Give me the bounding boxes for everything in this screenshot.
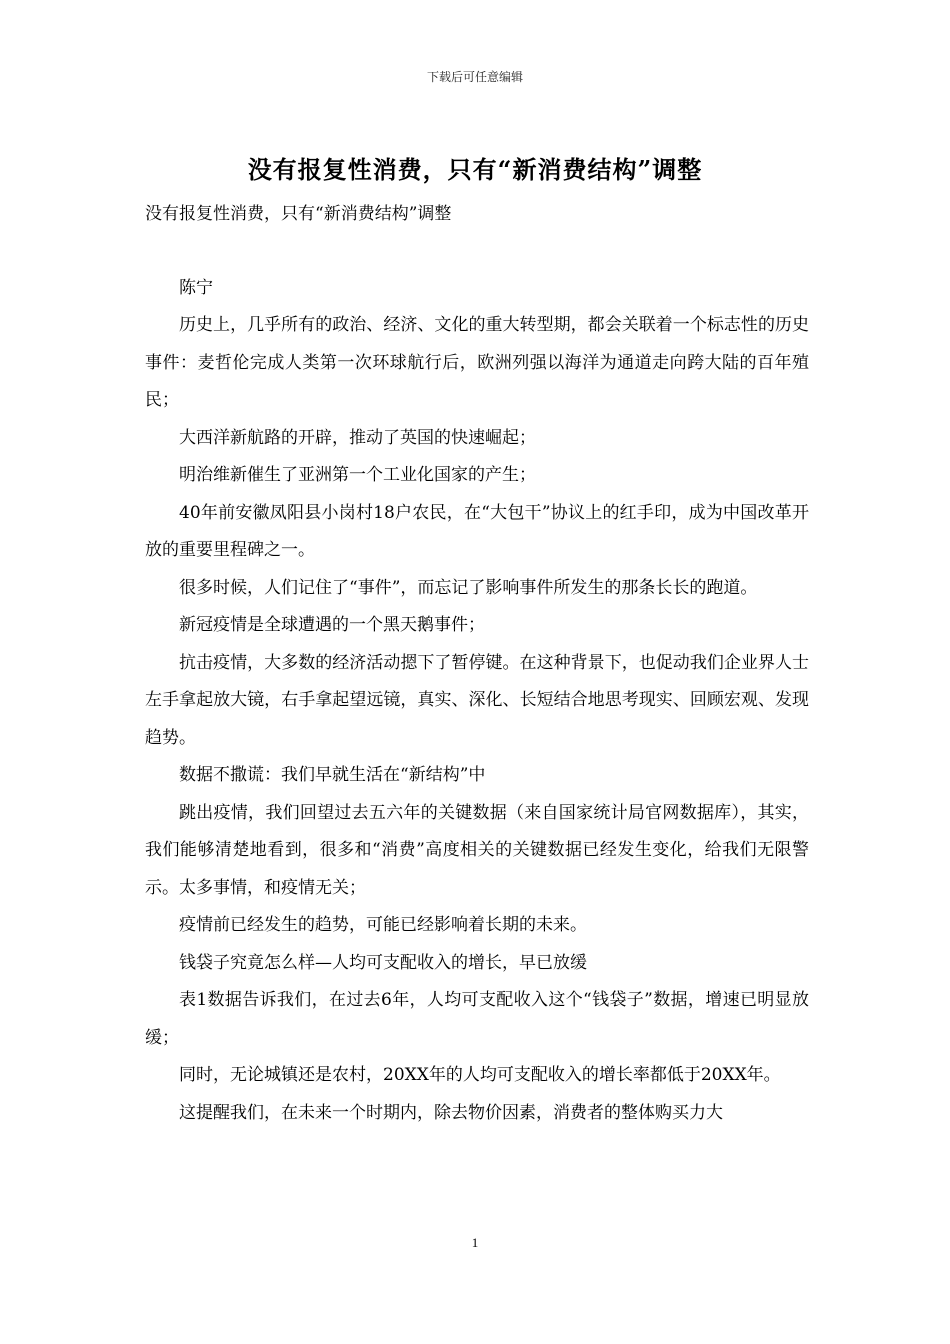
paragraph: 新冠疫情是全球遭遇的一个黑天鹅事件； [179,615,485,635]
paragraph: 跳出疫情，我们回望过去五六年的关键数据（来自国家统计局官网数据库），其实，我们能够清楚地看到，很多和“消费”高度相关的关键数据已经发生变化，给我们无限警示。太多事情，和疫情无关； [145,802,809,898]
paragraph: 这提醒我们，在未来一个时期内，除去物价因素，消费者的整体购买力大 [179,1102,723,1123]
paragraph: 很多时候，人们记住了“事件”，而忘记了影响事件所发生的那条长长的跑道。 [179,577,758,598]
paragraph: 同时，无论城镇还是农村，20XX年的人均可支配收入的增长率都低于20XX年。 [179,1065,781,1085]
paragraph: 历史上，几乎所有的政治、经济、文化的重大转型期，都会关联着一个标志性的历史事件：麦哲伦完成人类第一次环球航行后，欧洲列强以海洋为通道走向跨大陆的百年殖民； [145,315,809,410]
paragraph: 疫情前已经发生的趋势，可能已经影响着长期的未来。 [179,915,587,935]
author-line: 陈宁 [179,277,213,298]
paragraph: 40年前安徽凤阳县小岗村18户农民，在“大包干”协议上的红手印，成为中国改革开放的重要里程碑之一。 [145,502,809,560]
document-title: 没有报复性消费，只有“新消费结构”调整 [247,155,703,184]
paragraph: 表1数据告诉我们，在过去6年，人均可支配收入这个“钱袋子”数据，增速已明显放缓； [145,990,809,1048]
subtitle-line: 没有报复性消费，只有“新消费结构”调整 [145,204,452,224]
paragraph: 抗击疫情，大多数的经济活动摁下了暂停键。在这种背景下，也促动我们企业界人士左手拿起放大镜，右手拿起望远镜，真实、深化、长短结合地思考现实、回顾宏观、发现趋势。 [145,652,809,748]
blank-line [145,234,809,270]
document-body [145,196,809,1132]
paragraph: 大西洋新航路的开辟，推动了英国的快速崛起； [179,427,536,448]
paragraph: 明治维新催生了亚洲第一个工业化国家的产生； [179,465,536,485]
section-heading: 钱袋子究竟怎么样—人均可支配收入的增长，早已放缓 [179,952,587,973]
header-note: 下载后可任意编辑 [426,70,523,84]
section-heading: 数据不撒谎：我们早就生活在“新结构”中 [179,765,486,785]
page-number: 1 [471,1235,479,1250]
